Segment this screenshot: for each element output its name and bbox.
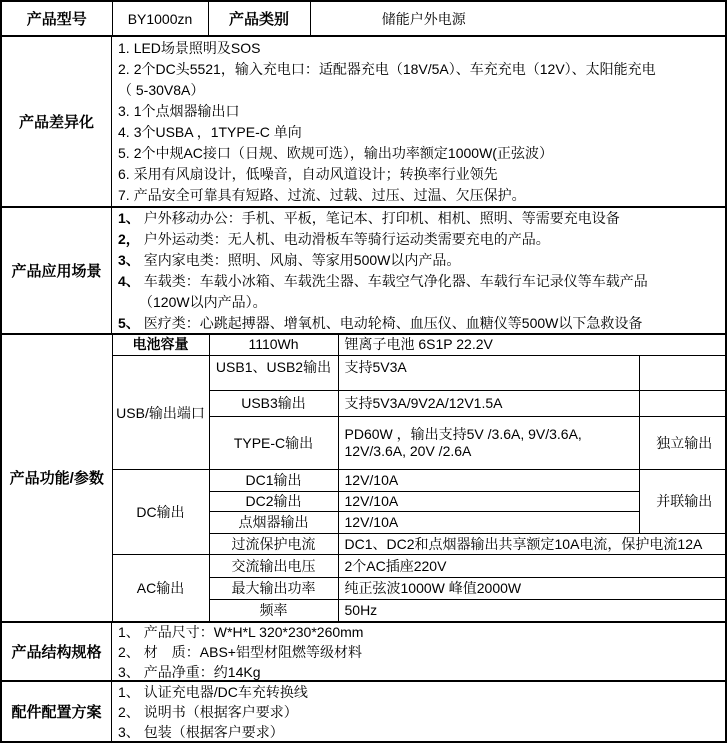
dc-parallel-note: 并联输出: [639, 469, 725, 533]
lighter-label: 点烟器输出: [209, 512, 338, 534]
item-number: 4、: [118, 272, 140, 289]
list-item: [118, 208, 717, 229]
ac-voltage-label: 交流输出电压: [209, 555, 338, 578]
item-text: 产品尺寸：W*H*L 320*230*260mm: [143, 623, 364, 640]
dc2-label: DC2输出: [209, 491, 338, 512]
item-number: 7.: [118, 186, 130, 203]
lighter-value: 12V/10A: [338, 512, 639, 534]
ac-power-value: 纯正弦波1000W 峰值2000W: [338, 578, 725, 600]
specs-table: [2, 335, 725, 621]
accessories-list: [112, 682, 725, 741]
section-specs: [2, 333, 725, 621]
ac-group-label: AC输出: [112, 555, 209, 621]
section-title: 产品差异化: [2, 37, 112, 206]
item-number: 2、: [118, 643, 140, 660]
list-item: [118, 122, 717, 143]
item-number: 3、: [118, 663, 140, 680]
section-structure: [2, 621, 725, 680]
category-label: 产品类别: [208, 2, 310, 35]
typec-value: PD60W ，输出支持5V /3.6A, 9V/3.6A, 12V/3.6A, 20V /2.6A: [338, 417, 639, 470]
usb12-label: USB1、USB2输出: [209, 355, 338, 390]
list-item: [118, 185, 717, 206]
battery-capacity: 1110Wh: [209, 335, 338, 355]
list-item: [118, 662, 717, 681]
item-text: 1个点烟器输出口: [133, 102, 240, 119]
item-text: 认证充电器/DC车充转换线: [143, 683, 308, 700]
list-item: [118, 38, 717, 59]
item-text: 2个DC头5521，输入充电口：适配器充电（18V/5A）、车充充电（12V）、太阳能充电: [133, 60, 656, 77]
list-item: [118, 313, 717, 334]
model-value: BY1000zn: [112, 2, 208, 35]
item-number: 2、: [118, 703, 140, 720]
item-number: 1、: [118, 623, 140, 640]
list-item: [118, 271, 717, 292]
list-item: [118, 623, 717, 642]
dc1-value: 12V/10A: [338, 469, 639, 491]
list-item: [118, 59, 717, 80]
category-value: 储能户外电源: [310, 2, 725, 35]
item-number: 2，: [118, 230, 140, 247]
structure-list: [112, 623, 725, 680]
ac-freq-label: 频率: [209, 599, 338, 621]
item-text: 产品净重：约14Kg: [143, 663, 261, 680]
item-text: 3个USBA ，1TYPE-C 单向: [133, 123, 302, 140]
list-item: [118, 143, 717, 164]
item-text: LED场景照明及SOS: [133, 39, 261, 56]
list-item: [118, 250, 717, 271]
dc-group-label: DC输出: [112, 469, 209, 555]
section-title: 产品功能/参数: [2, 335, 112, 621]
ac-voltage-value: 2个AC插座220V: [338, 555, 725, 578]
applications-list: [112, 208, 725, 333]
item-text: 产品安全可靠具有短路、过流、过载、过压、过温、欠压保护。: [133, 186, 526, 203]
list-item: [118, 722, 717, 742]
item-text: 医疗类：心跳起搏器、增氧机、电动轮椅、血压仪、血糖仪等500W以下急救设备: [143, 314, 643, 331]
item-number: 3、: [118, 251, 140, 268]
usb3-note: [639, 390, 725, 417]
list-item: [118, 229, 717, 250]
typec-label: TYPE-C输出: [209, 417, 338, 470]
section-accessories: [2, 680, 725, 741]
list-item: [118, 101, 717, 122]
section-applications: [2, 206, 725, 333]
section-differentiation: [2, 35, 725, 206]
list-item: [118, 164, 717, 185]
usb3-label: USB3输出: [209, 390, 338, 417]
item-text: 说明书（根据客户要求）: [143, 703, 298, 720]
item-text: 材 质：ABS+铝型材阻燃等级材料: [143, 643, 362, 660]
overcurrent-label: 过流保护电流: [209, 533, 338, 555]
list-item: [118, 292, 717, 313]
item-text: （ 5-30V8A）: [118, 81, 205, 98]
ac-freq-value: 50Hz: [338, 599, 725, 621]
typec-note: 独立输出: [639, 417, 725, 470]
list-item: [118, 642, 717, 662]
section-title: 配件配置方案: [2, 682, 112, 741]
usb-group-label: USB/输出端口: [112, 355, 209, 469]
item-number: 5、: [118, 314, 140, 331]
dc1-label: DC1输出: [209, 469, 338, 491]
item-text: 包装（根据客户要求）: [143, 723, 284, 740]
item-number: 1、: [118, 683, 140, 700]
usb3-value: 支持5V3A/9V2A/12V1.5A: [338, 390, 639, 417]
item-number: 3、: [118, 723, 140, 740]
list-item: [118, 702, 717, 722]
item-number: 1、: [118, 209, 140, 226]
item-text: 户外移动办公：手机、平板，笔记本、打印机、相机、照明、等需要充电设备: [143, 209, 620, 226]
ac-power-label: 最大输出功率: [209, 578, 338, 600]
item-text: 2个中规AC接口（日规、欧规可选），输出功率额定1000W(正弦波）: [133, 144, 553, 161]
usb12-value: 支持5V3A: [338, 355, 639, 390]
item-number: 2.: [118, 60, 130, 77]
battery-detail: 锂离子电池 6S1P 22.2V: [338, 335, 725, 355]
item-text: （120W以内产品）。: [139, 293, 267, 310]
item-text: 室内家电类：照明、风扇、等家用500W以内产品。: [143, 251, 461, 268]
item-number: 3.: [118, 102, 130, 119]
item-number: 6.: [118, 165, 130, 182]
list-item: [118, 682, 717, 702]
item-number: 1.: [118, 39, 130, 56]
header-row: [2, 2, 725, 35]
usb12-note: [639, 355, 725, 390]
item-text: 户外运动类：无人机、电动滑板车等骑行运动类需要充电的产品。: [143, 230, 550, 247]
item-number: 5.: [118, 144, 130, 161]
dc2-value: 12V/10A: [338, 491, 639, 512]
differentiation-list: [112, 37, 725, 206]
section-title: 产品应用场景: [2, 208, 112, 333]
item-text: 车载类：车载小冰箱、车载洗尘器、车载空气净化器、车载行车记录仪等车载产品: [143, 272, 648, 289]
section-title: 产品结构规格: [2, 623, 112, 680]
item-text: 采用有风扇设计，低噪音，自动风道设计；转换率行业领先: [133, 165, 498, 182]
overcurrent-value: DC1、DC2和点烟器输出共享额定10A电流，保护电流12A: [338, 533, 725, 555]
item-number: 4.: [118, 123, 130, 140]
battery-label: 电池容量: [112, 335, 209, 355]
model-label: 产品型号: [2, 2, 112, 35]
list-item: [118, 80, 717, 101]
